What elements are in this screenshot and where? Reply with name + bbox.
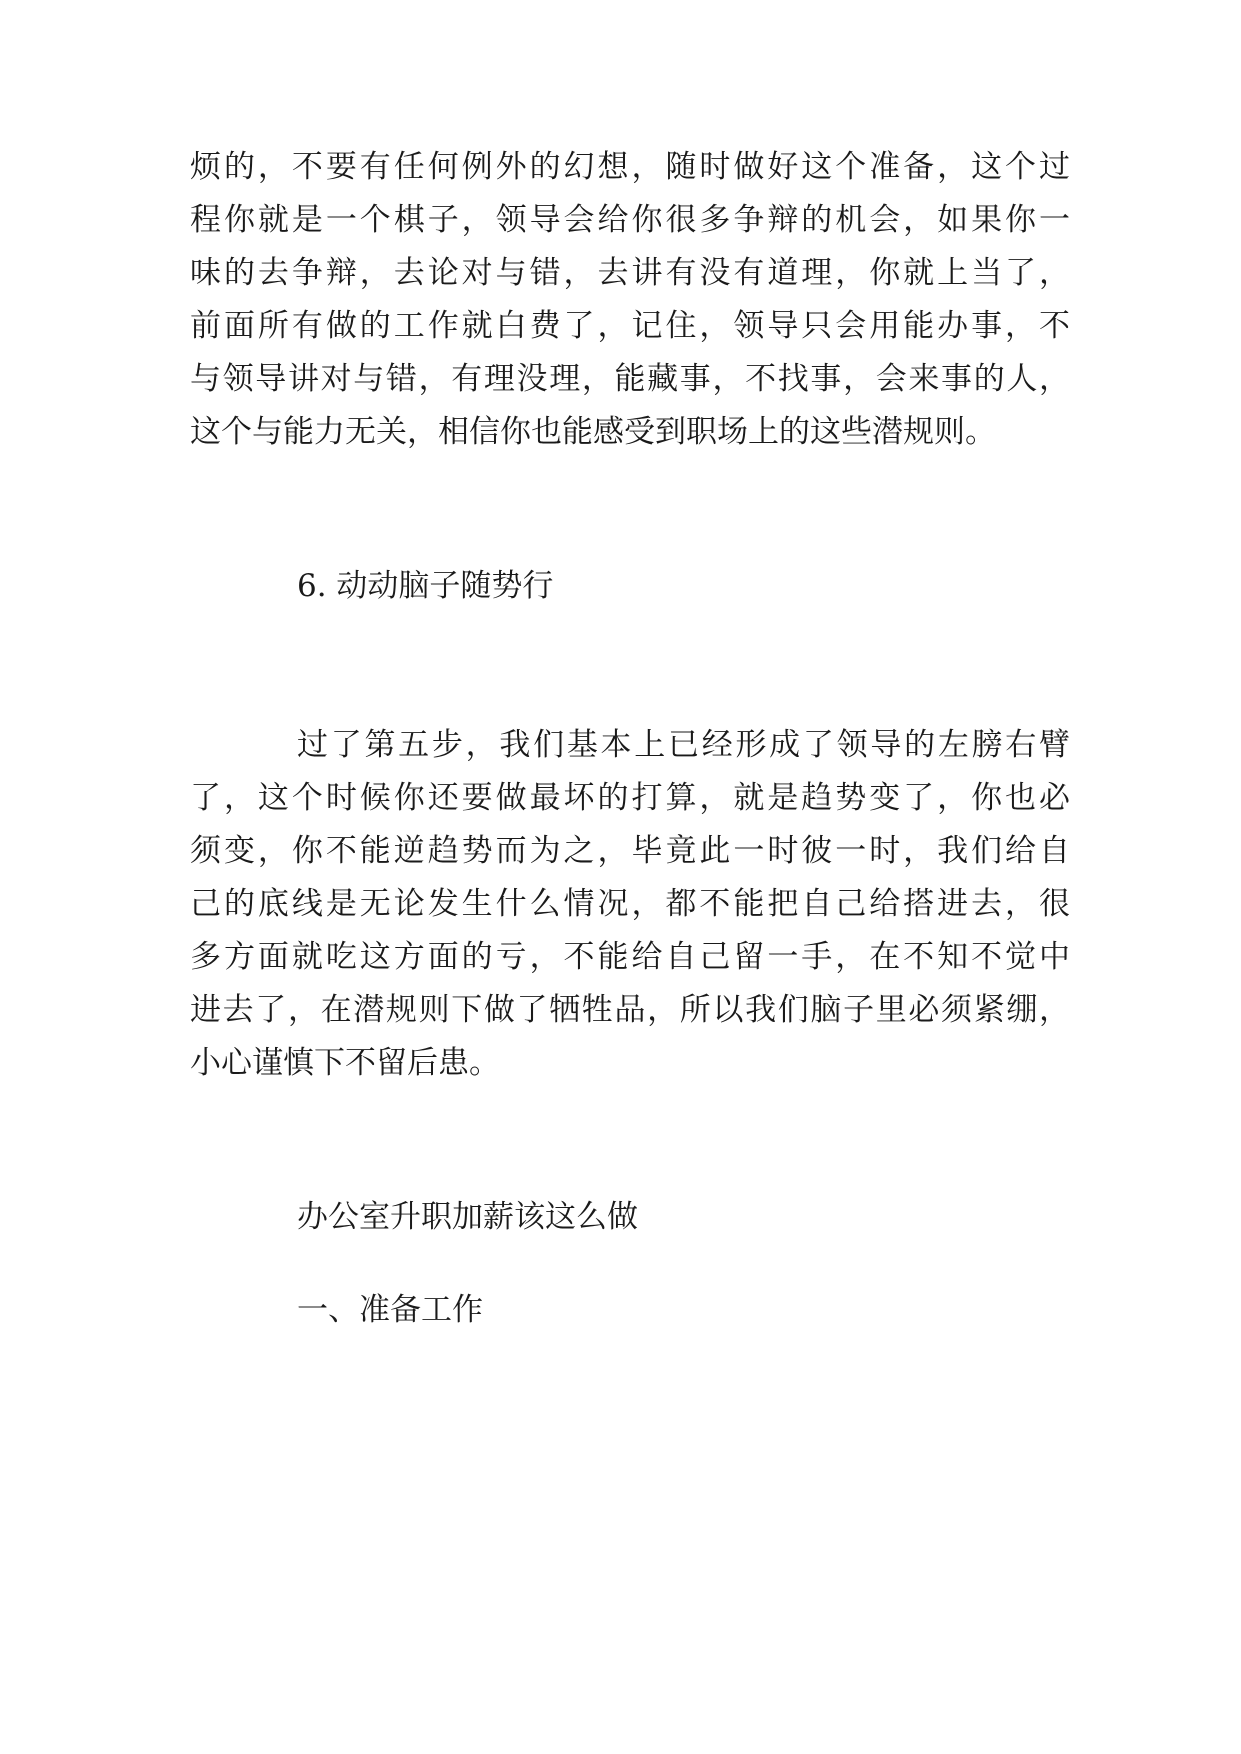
paragraph-1-line-4: 前面所有做的工作就白费了，记住，领导只会用能办事，不 <box>190 308 1070 344</box>
paragraph-2-line-4: 己的底线是无论发生什么情况，都不能把自己给搭进去，很 <box>190 886 1070 922</box>
paragraph-2-line-3: 须变，你不能逆趋势而为之，毕竟此一时彼一时，我们给自 <box>190 833 1070 869</box>
paragraph-2-line-2: 了，这个时候你还要做最坏的打算，就是趋势变了，你也必 <box>190 780 1070 816</box>
paragraph-2-line-5: 多方面就吃这方面的亏，不能给自己留一手，在不知不觉中 <box>190 939 1070 975</box>
paragraph-1-line-5: 与领导讲对与错，有理没理，能藏事，不找事，会来事的人， <box>190 361 1070 397</box>
paragraph-2-line-7: 小心谨慎下不留后患。 <box>190 1045 500 1081</box>
heading-step-6: 6. 动动脑子随势行 <box>297 568 554 604</box>
paragraph-1-line-2: 程你就是一个棋子，领导会给你很多争辩的机会，如果你一 <box>190 202 1070 238</box>
paragraph-1-line-6: 这个与能力无关，相信你也能感受到职场上的这些潜规则。 <box>190 414 996 450</box>
paragraph-2-line-6: 进去了，在潜规则下做了牺牲品，所以我们脑子里必须紧绷， <box>190 992 1070 1028</box>
paragraph-2-line-1: 过了第五步，我们基本上已经形成了领导的左膀右臂 <box>297 727 1070 763</box>
paragraph-1-line-3: 味的去争辩，去论对与错，去讲有没有道理，你就上当了， <box>190 255 1070 291</box>
paragraph-1-line-1: 烦的，不要有任何例外的幻想，随时做好这个准备，这个过 <box>190 149 1070 185</box>
subsection-title: 一、准备工作 <box>297 1292 483 1328</box>
section-title: 办公室升职加薪该这么做 <box>297 1199 638 1235</box>
